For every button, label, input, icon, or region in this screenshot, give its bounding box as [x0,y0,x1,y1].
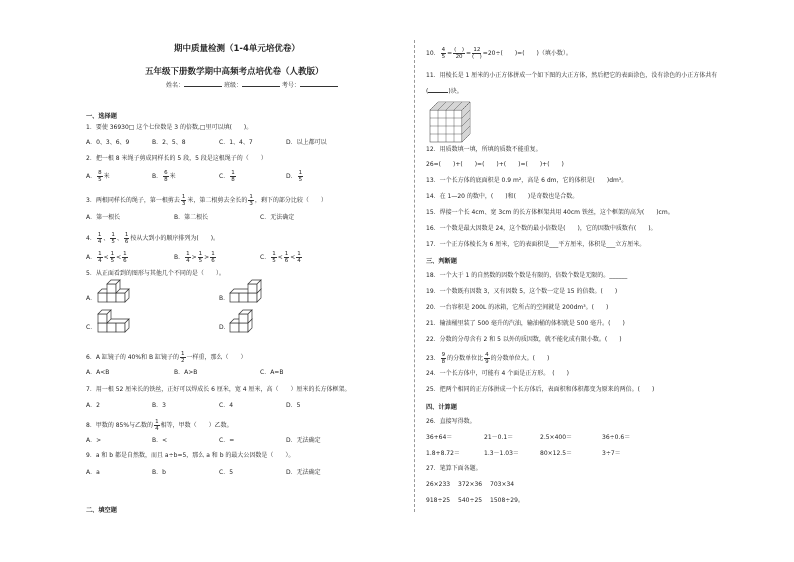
exam-title: 期中质量检测（1-4单元培优卷） [174,44,300,54]
q6-option-b: B．A>B [174,369,198,376]
question-9: 9．a 和 b 都是自然数，而且 a÷b=5，那么 a 和 b 的最大公因数是（ ）。 [86,452,295,459]
question-20: 20．一台容积是 200L 的冰箱，它所占的空间就是 200dm³。( ) [426,304,609,311]
exam-subtitle: 五年级下册数学期中高频考点培优卷（人教版） [145,67,324,77]
number-label: 考号： [281,82,300,89]
class-blank[interactable] [242,86,280,87]
q27-item: 26×233 [426,481,451,488]
q7-option-c: C．4 [219,402,234,409]
q1-option-b: B．2、5、8 [152,139,186,146]
q26-item: 3÷7＝ [602,450,621,457]
question-7: 7．用一根 52 厘米长的铁丝，正好可以焊成长 6 厘米，宽 4 厘米，高（ ）厘米的长方体框架。 [86,386,351,393]
q27-item: 540÷25 [458,497,483,504]
question-24: 24．一个长方体中，可能有 4 个面是正方形。 ( ) [426,370,569,377]
q8-option-c: C．= [219,437,235,444]
question-27: 27．笔算下面各题。 [426,465,482,472]
q27-item: 703×34 [490,481,515,488]
q5-option-c: C． [86,324,97,331]
q5-figure-c [98,314,132,336]
question-3: 3．两根同样长的绳子，第一根剪去 $\frac{1}{3}$ 米，第二根剪去全长的 $\frac{1}{3}$ ，剩下的部分比较（ ） [86,194,327,207]
q9-option-a: A．a [86,469,100,476]
q3-option-a: A．第一根长 [86,214,121,221]
question-11: 11．用棱长是 1 厘米的小正方体拼成一个如下图的大正方体，然后把它的表面涂色，没有涂色的小正方体共有 [426,72,718,79]
q4-option-a: A． $\frac{1}{4}$ < $\frac{1}{5}$ < $\frac{1}{6}$ [86,251,127,264]
section-choice-heading: 一、选择题 [86,113,117,120]
question-26: 26．直接写得数。 [426,418,476,425]
q27-item: 918÷25 [426,497,451,504]
section-fill-heading: 二、填空题 [86,507,117,514]
class-label: 班级： [223,82,242,89]
question-13: 13．一个长方体的底面积是 0.9 m²，高是 6 dm，它的体积是( )dm³。 [426,177,628,184]
q11-answer-line: ( )块。 [426,88,463,95]
q2-option-d: D． $\frac{1}{5}$ [286,170,303,183]
q5-figure-d [230,314,264,336]
q26-item: 1.8+8.72＝ [426,450,460,457]
q8-option-a: A．> [86,437,102,444]
q26-item: 2.5×400＝ [540,434,573,441]
q7-option-b: B．3 [152,402,166,409]
question-12: 12．用质数填一填，所填的质数不能重复。 [426,146,542,153]
question-10: 10． $\frac{4}{5}$ = $\frac{( )}{20}$ = $\frac{12}{( )}$ =20÷( )=( )（填小数）。 [426,47,572,60]
name-blank[interactable] [184,86,222,87]
q26-item: 36÷0.6＝ [602,434,631,441]
q4-option-b: B． $\frac{1}{4}$ > $\frac{1}{5}$ > $\frac{1}{6}$ [174,251,215,264]
q9-option-c: C．5 [219,469,234,476]
q27-item: 372×36 [458,481,483,488]
q3-option-b: B．第二根长 [174,214,209,221]
question-15: 15．焊接一个长 4cm、宽 3cm 的长方体框架共用 40cm 铁丝，这个框架的高为( )cm。 [426,209,674,216]
question-1: 1．要使 36930□ 这个七位数是 3 的倍数,□里可以填( )。 [86,124,253,131]
q26-item: 80×12.5＝ [540,450,573,457]
q12-equation: 26=( )+( )=( )+( )=( )+( ) [426,161,564,168]
question-5: 5．从正面看到的图形与其他几个不同的是（ ）。 [86,270,225,277]
q7-option-d: D．5 [286,402,301,409]
q5-option-b: B． [219,295,230,302]
q5-figure-b [230,284,264,306]
q8-option-b: B．< [152,437,168,444]
q8-option-d: D．无法确定 [286,437,321,444]
question-4: 4． $\frac{1}{4}$ 、 $\frac{1}{5}$ 、 $\frac{1}{6}$ 按从大到小的顺序排列为( )。 [86,232,220,245]
q6-option-a: A．A<B [86,369,110,376]
question-6: 6．A 缸镜子的 40%和 B 缸镜子的 $\frac{1}{2}$ 一样重，那么（ ） [86,351,247,364]
q5-figure-a [98,284,132,306]
q2-option-a: A． $\frac{8}{5}$ 米 [86,170,110,183]
q11-blank[interactable] [428,92,448,93]
question-23: 23． $\frac{9}{8}$ 的分数单位比 $\frac{4}{9}$ 的分数单位大。( ) [426,352,550,365]
number-blank[interactable] [300,86,338,87]
q27-item: 1508÷29。 [490,497,524,504]
q1-option-d: D．以上都可以 [286,139,327,146]
question-8: 8．甲数的 85%与乙数的 $\frac{1}{4}$ 相等，甲数（ ）乙数。 [86,419,233,432]
question-18: 18．一个大于 1 的自然数的因数个数是有限的，倍数个数是无限的。______ [426,272,628,279]
q6-option-c: C．A=B [260,369,284,376]
section-calc-heading: 四、计算题 [426,404,457,411]
section-judge-heading: 三、判断题 [426,258,457,265]
q26-item: 36+64＝ [426,434,453,441]
q9-option-b: B．b [152,469,166,476]
q2-option-c: C． $\frac{1}{8}$ [219,170,235,183]
q26-item: 1.3－1.03＝ [484,450,519,457]
question-17: 17．一个正方体棱长为 6 厘米，它的表面积是___平方厘米，体积是___立方厘米。 [426,241,646,248]
question-16: 16．一个数是最大因数是 24，这个数的最小倍数是( )，它的因数中质数有( )。 [426,225,657,232]
q11-cube-figure [430,102,474,142]
q1-option-c: C．1、4、7 [219,139,253,146]
question-21: 21．输油桶里装了 500 毫升的汽油，输油桶的体积就是 500 毫升。( ) [426,320,625,327]
q2-option-b: B． $\frac{6}{8}$ 米 [152,170,176,183]
q9-option-d: D．无法确定 [286,469,321,476]
q5-option-a: A． [86,295,97,302]
q7-option-a: A．2 [86,402,100,409]
question-2: 2．把一根 8 米绳子剪成同样长的 5 段，5 段是这根绳子的（ ） [86,155,267,162]
student-info-line [166,82,338,90]
column-divider [414,40,415,512]
name-label: 姓名： [166,82,185,89]
question-25: 25．把两个相同的正方体拼成一个长方体后，表面积和体积都变为原来的两倍。( ) [426,386,655,393]
question-22: 22．分数的分母含有 2 和 5 以外的质因数，就不能化成有限小数。( ) [426,336,622,343]
q5-option-d: D． [219,324,230,331]
q1-option-a: A．0、3、6、9 [86,139,130,146]
q3-option-c: C．无法确定 [260,214,295,221]
question-19: 19．一个数既有因数 3，又有因数 5，这个数一定是 15 的倍数。( ) [426,288,618,295]
q26-item: 21－0.1＝ [484,434,514,441]
q4-option-c: C． $\frac{1}{5}$ < $\frac{1}{6}$ < $\frac{1}{4}$ [260,251,301,264]
question-14: 14．在 1—20 的数中，( )和( )是奇数也是合数。 [426,193,579,200]
